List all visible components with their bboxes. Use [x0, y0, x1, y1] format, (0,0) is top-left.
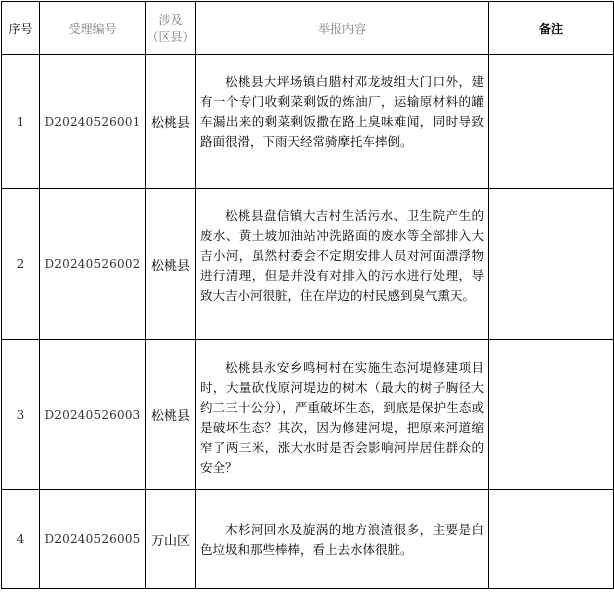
header-row: [2, 2, 614, 55]
row-region: 松桃县: [146, 340, 196, 490]
row-content: [196, 490, 489, 589]
header-content: 举报内容: [196, 2, 489, 55]
row-remark: [489, 340, 614, 490]
table-row: [2, 189, 614, 340]
row-no: 4: [2, 490, 40, 589]
row-content: [196, 340, 489, 490]
row-code: D20240526002: [40, 189, 146, 340]
row-no: 2: [2, 189, 40, 340]
row-code: D20240526003: [40, 340, 146, 490]
header-region: [146, 2, 196, 55]
header-region-line2: （区县）: [146, 30, 195, 44]
header-region-line1: 涉及: [158, 13, 183, 27]
complaint-table: [1, 1, 614, 589]
row-content-text: 松桃县盘信镇大吉村生活污水、卫生院产生的废水、黄土坡加油站冲洗路面的废水等全部排入大吉小河，虽然村委会不定期安排人员对河面漂浮物进行清理，但是并没有对排入的污水进行处理，导致大吉小河很脏，住在岸边的村民感到臭气熏天。: [200, 208, 484, 303]
row-content-text: 松桃县永安乡鸣柯村在实施生态河堤修建项目时，大量砍伐原河堤边的树木（最大的树子胸径大约二三十公分），严重破坏生态，到底是保护生态或是破坏生态？其次，因为修建河堤，把原来河道缩窄了两三米，涨大水时是否会影响河岸居住群众的安全？: [200, 360, 484, 475]
row-content-text: 松桃县大坪场镇白腊村邓龙坡组大门口外，建有一个专门收剩菜剩饭的炼油厂，运输原材料的罐车漏出来的剩菜剩饭撒在路上臭味难闻，同时导致路面很滑，下雨天经常骑摩托车摔倒。: [200, 74, 484, 149]
row-content-text: 木杉河回水及旋涡的地方浪渣很多，主要是白色垃圾和那些棒棒，看上去水体很脏。: [200, 522, 484, 557]
row-code: D20240526005: [40, 490, 146, 589]
row-code: D20240526001: [40, 55, 146, 189]
row-content: [196, 189, 489, 340]
header-no: 序号: [2, 2, 40, 55]
header-code: 受理编号: [40, 2, 146, 55]
row-content: [196, 55, 489, 189]
table-row: [2, 55, 614, 189]
header-remark: 备注: [489, 2, 614, 55]
row-region: 松桃县: [146, 55, 196, 189]
row-no: 1: [2, 55, 40, 189]
row-remark: [489, 189, 614, 340]
table-row: [2, 340, 614, 490]
table-row: [2, 490, 614, 589]
row-region: 松桃县: [146, 189, 196, 340]
row-region: 万山区: [146, 490, 196, 589]
row-no: 3: [2, 340, 40, 490]
row-remark: [489, 490, 614, 589]
row-remark: [489, 55, 614, 189]
